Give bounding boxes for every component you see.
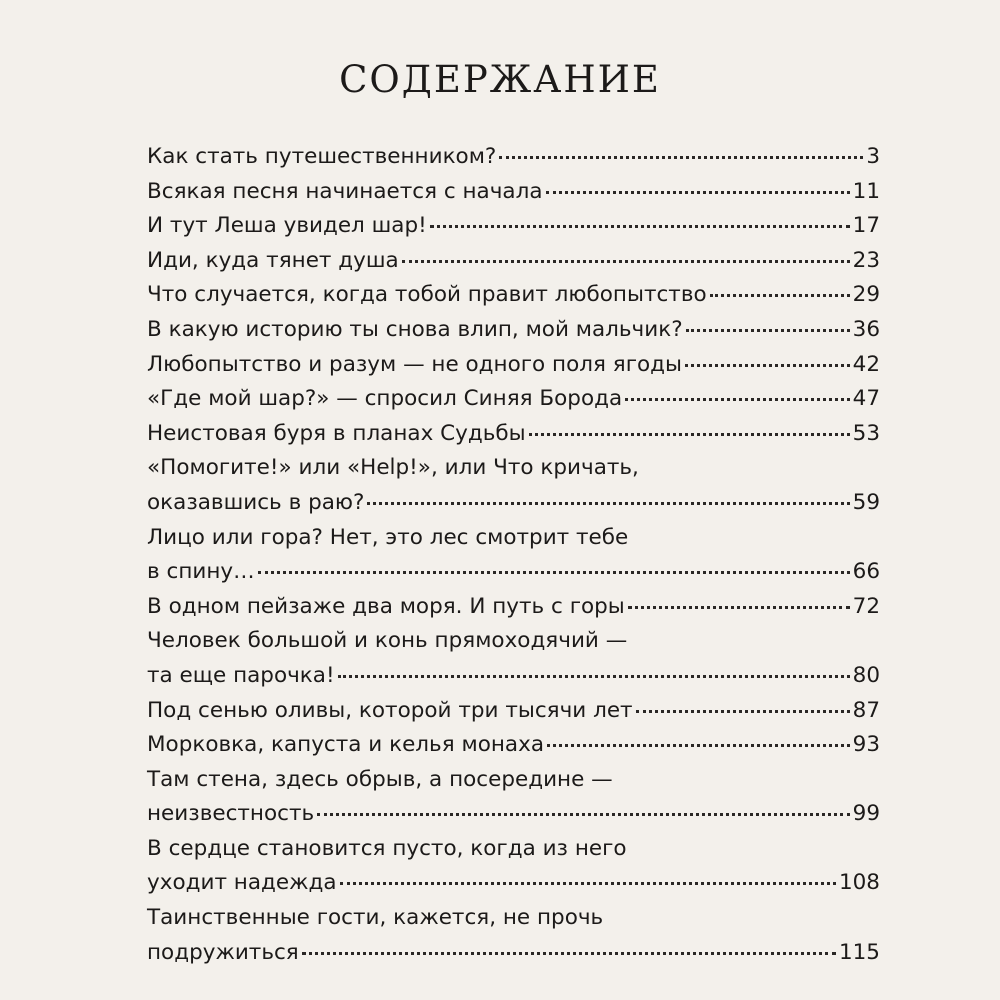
dot-leader [547,744,850,747]
toc-entry-title: Иди, куда тянет душа [147,247,399,273]
toc-entry-title: та еще парочка! [147,662,335,688]
toc-entry-title: Неистовая буря в планах Судьбы [147,420,526,446]
dot-leader [367,502,849,505]
toc-entry-page: 29 [852,282,880,308]
toc-entry [147,728,880,763]
dot-leader [258,571,850,574]
dot-leader [628,606,850,609]
toc-entry-title-line1: «Помогите!» или «Help!», или Что кричать, [147,455,639,481]
dot-leader [302,952,836,955]
toc-entry [147,209,880,244]
toc-entry [147,417,880,452]
toc-entry-title: в спину… [147,559,255,585]
toc-entry-title-line1: Человек большой и конь прямоходячий — [147,628,628,654]
toc-entry-title: подружиться [147,939,299,965]
toc-entry [147,866,880,901]
toc-entry [147,278,880,313]
toc-entry-page: 23 [852,247,880,273]
toc-entry-first-line [147,763,880,798]
toc-entry-title: Морковка, капуста и келья монаха [147,732,544,758]
toc-entry [147,590,880,625]
toc-entry-title: И тут Леша увидел шар! [147,213,427,239]
toc-entry-page: 36 [852,316,880,342]
toc-entry-title: «Где мой шар?» — спросил Синяя Борода [147,386,623,412]
toc-entry-page: 87 [852,697,880,723]
toc-entry-page: 53 [852,420,880,446]
table-of-contents [147,140,880,970]
toc-entry [147,348,880,383]
toc-entry-first-line [147,832,880,867]
toc-entry-page: 108 [838,870,880,896]
toc-entry-title: Всякая песня начинается с начала [147,178,543,204]
toc-entry-title: Любопытство и разум — не одного поля ягоды [147,351,682,377]
toc-entry-title-line1: Таинственные гости, кажется, не прочь [147,905,604,931]
toc-entry-title-line1: В сердце становится пусто, когда из него [147,835,627,861]
toc-entry-page: 59 [852,489,880,515]
dot-leader [636,710,850,713]
toc-entry-page: 3 [866,144,880,169]
toc-entry-title: В одном пейзаже два моря. И путь с горы [147,593,625,619]
toc-entry-title: В какую историю ты снова влип, мой мальчик? [147,316,683,342]
dot-leader [686,329,850,332]
toc-entry [147,140,880,175]
toc-entry [147,694,880,729]
toc-entry-first-line [147,451,880,486]
toc-entry [147,797,880,832]
toc-entry-page: 72 [852,593,880,619]
dot-leader [625,398,849,401]
toc-entry [147,313,880,348]
toc-entry [147,382,880,417]
dot-leader [430,225,850,228]
toc-entry-title-line1: Там стена, здесь обрыв, а посередине — [147,766,613,792]
dot-leader [499,156,863,159]
toc-entry-first-line [147,901,880,936]
toc-entry-page: 42 [852,351,880,377]
toc-entry-page: 66 [852,559,880,585]
dot-leader [529,433,850,436]
dot-leader [340,882,836,885]
dot-leader [710,294,850,297]
toc-entry [147,555,880,590]
toc-entry-first-line [147,521,880,556]
dot-leader [546,191,850,194]
toc-entry-page: 115 [838,939,880,965]
toc-entry-title: Под сенью оливы, которой три тысячи лет [147,697,633,723]
toc-entry-page: 93 [852,732,880,758]
page-title: СОДЕРЖАНИЕ [339,58,661,101]
toc-entry-page: 17 [852,213,880,239]
toc-entry-title-line1: Лицо или гора? Нет, это лес смотрит тебе [147,524,629,550]
toc-entry-title: Что случается, когда тобой правит любопытство [147,282,707,308]
toc-entry-page: 99 [852,801,880,827]
dot-leader [402,260,850,263]
dot-leader [685,364,850,367]
toc-entry-title: оказавшись в раю? [147,489,365,515]
toc-entry-first-line [147,624,880,659]
toc-entry-page: 11 [852,178,880,204]
toc-entry [147,175,880,210]
dot-leader [317,813,849,816]
toc-entry-title: Как стать путешественником? [147,144,497,169]
toc-entry [147,244,880,279]
dot-leader [338,675,850,678]
toc-entry [147,486,880,521]
toc-entry-page: 47 [852,386,880,412]
toc-entry-title: уходит надежда [147,870,337,896]
toc-entry-page: 80 [852,662,880,688]
toc-entry [147,659,880,694]
toc-entry-title: неизвестность [147,801,315,827]
toc-entry [147,936,880,971]
